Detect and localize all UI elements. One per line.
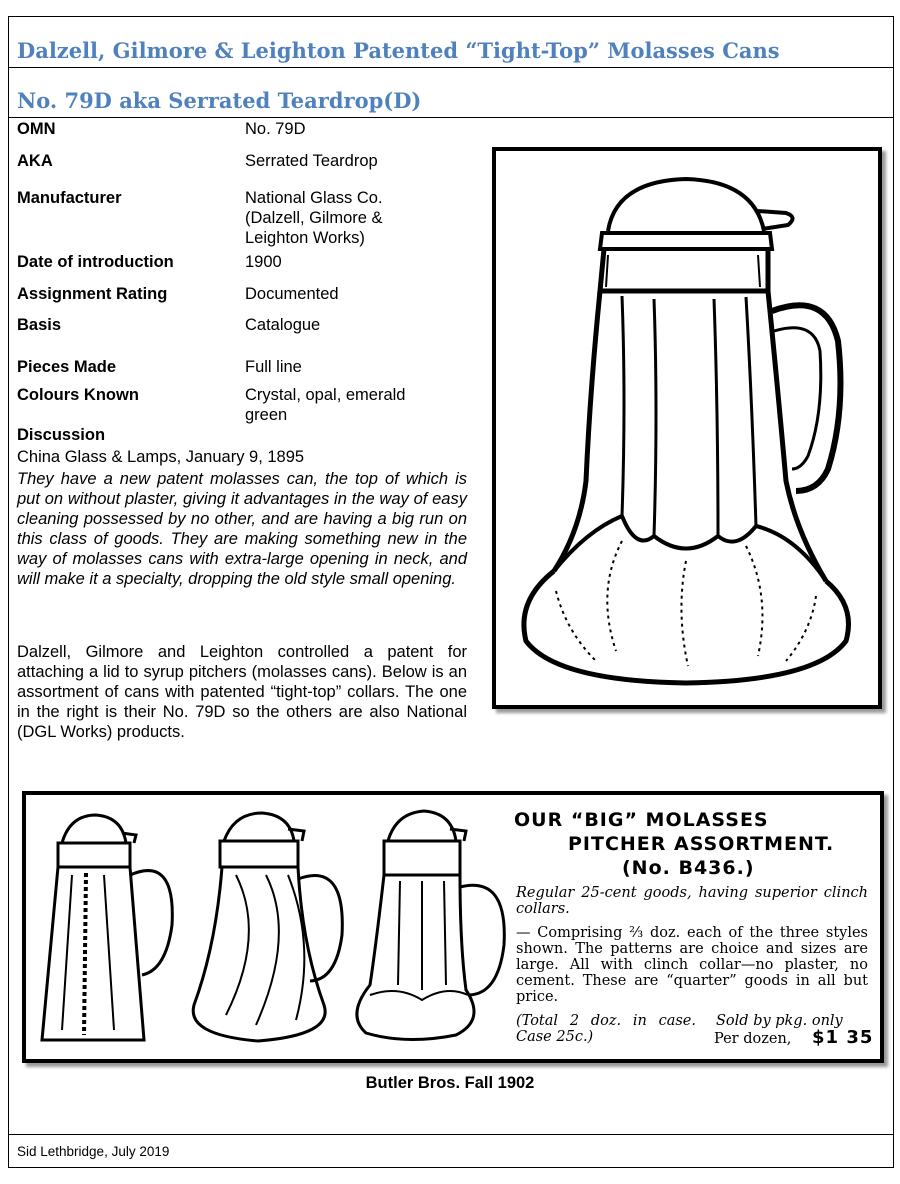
discussion-heading: Discussion <box>17 426 106 444</box>
field-label-basis: Basis <box>17 316 62 334</box>
three-pitchers-drawing <box>26 795 506 1059</box>
field-value-rating: Documented <box>245 285 339 303</box>
discussion-source: China Glass & Lamps, January 9, 1895 <box>17 448 305 466</box>
page-footer: Sid Lethbridge, July 2019 <box>17 1144 170 1159</box>
advert-intro: Regular 25-cent goods, having superior clinch collars. <box>516 885 868 917</box>
field-label-aka: AKA <box>17 152 53 170</box>
field-label-rating: Assignment Rating <box>17 285 168 303</box>
field-value-pieces: Full line <box>245 358 302 376</box>
advert-body: — Comprising ⅔ doz. each of the three styles shown. The patterns are choice and sizes are large. All with clinch collar—no plaster, no cement. These are “quarter” goods in all but price. <box>516 925 868 1005</box>
pitcher-drawing <box>496 151 878 705</box>
discussion-quote: They have a new patent molasses can, the top of which is put on without plaster, giving it advantages in the way of easy cleaning possessed by no other, and are having a big run on this class of goods. They are making something new in the way of molasses cans with extra-large opening in neck, and will make it a specialty, dropping the old style small opening. <box>17 470 467 588</box>
advert-headline-2: PITCHER ASSORTMENT. <box>568 833 835 855</box>
advert-price: $1 35 <box>812 1027 874 1048</box>
field-label-date: Date of introduction <box>17 253 174 271</box>
field-value-colours: Crystal, opal, emerald green <box>245 386 406 424</box>
advert-per-dozen: Per dozen, <box>714 1031 792 1047</box>
field-label-omn: OMN <box>17 120 56 138</box>
discussion-paragraph: Dalzell, Gilmore and Leighton controlled a patent for attaching a lid to syrup pitchers (molasses cans). Below is an assortment of cans with patented “tight-top” collars. The one in the right is their No. 79D so the others are also National (DGL Works) products. <box>17 643 467 741</box>
advert-sold-by: Sold by pkg. only <box>716 1013 843 1029</box>
subtitle-rule <box>8 117 894 118</box>
field-value-date: 1900 <box>245 253 282 271</box>
footer-rule <box>8 1134 894 1135</box>
field-label-manufacturer: Manufacturer <box>17 189 122 207</box>
advert-headline-1: OUR “BIG” MOLASSES <box>514 809 769 831</box>
field-value-aka: Serrated Teardrop <box>245 152 378 170</box>
page-title: Dalzell, Gilmore & Leighton Patented “Tight-Top” Molasses Cans <box>17 38 780 63</box>
advert-case-note: (Total 2 doz. in case. Case 25c.) <box>516 1013 696 1045</box>
page-subtitle: No. 79D aka Serrated Teardrop(D) <box>17 88 422 113</box>
field-label-colours: Colours Known <box>17 386 139 404</box>
field-label-pieces: Pieces Made <box>17 358 117 376</box>
pitcher-illustration <box>492 147 882 709</box>
field-value-basis: Catalogue <box>245 316 321 334</box>
advert-illustration <box>22 791 884 1063</box>
advert-headline-3: (No. B436.) <box>622 857 755 879</box>
advert-caption: Butler Bros. Fall 1902 <box>365 1074 535 1092</box>
field-value-manufacturer: National Glass Co. (Dalzell, Gilmore & Leighton Works) <box>245 189 383 247</box>
field-value-omn: No. 79D <box>245 120 306 138</box>
title-rule <box>8 67 894 68</box>
